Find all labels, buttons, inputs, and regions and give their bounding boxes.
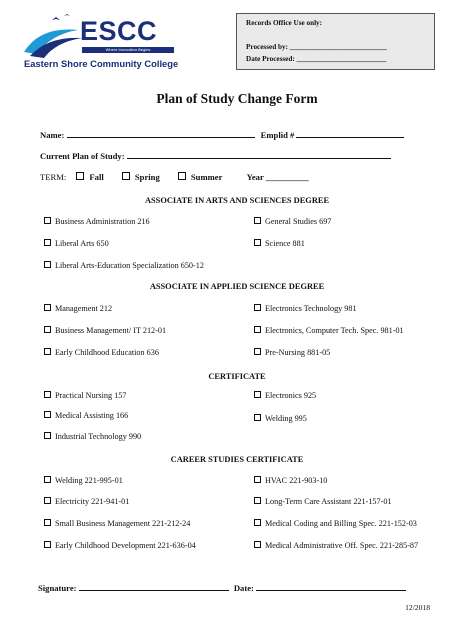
name-row xyxy=(40,129,404,140)
checkbox-icon[interactable] xyxy=(44,326,51,333)
records-heading: Records Office Use only: xyxy=(246,19,323,27)
checkbox-icon[interactable] xyxy=(254,304,261,311)
checkbox-icon[interactable] xyxy=(44,239,51,246)
logo-abbr: ESCC xyxy=(80,16,158,46)
option-liberal-arts[interactable]: Liberal Arts 650 xyxy=(44,239,109,248)
checkbox-icon[interactable] xyxy=(44,432,51,439)
term-option-fall[interactable]: Fall xyxy=(76,172,103,182)
option-medical-coding-billing[interactable]: Medical Coding and Billing Spec. 221-152-03 xyxy=(254,519,417,528)
section-heading-aasd: ASSOCIATE IN APPLIED SCIENCE DEGREE xyxy=(149,282,325,291)
escc-logo xyxy=(22,12,182,74)
option-management[interactable]: Management 212 xyxy=(44,304,112,313)
section-heading-aas: ASSOCIATE IN ARTS AND SCIENCES DEGREE xyxy=(144,196,330,205)
option-electronics-technology[interactable]: Electronics Technology 981 xyxy=(254,304,357,313)
option-welding-cs[interactable]: Welding 221-995-01 xyxy=(44,476,123,485)
option-science[interactable]: Science 881 xyxy=(254,239,305,248)
current-plan-input[interactable] xyxy=(127,150,391,159)
checkbox-icon[interactable] xyxy=(44,476,51,483)
checkbox-icon[interactable] xyxy=(254,348,261,355)
checkbox-icon[interactable] xyxy=(254,541,261,548)
checkbox-icon[interactable] xyxy=(254,217,261,224)
date-label: Date xyxy=(233,583,252,593)
logo-college-name: Eastern Shore Community College xyxy=(24,58,179,69)
logo-tagline: Where Innovation Begins xyxy=(82,47,174,53)
term-row xyxy=(40,172,309,182)
checkbox-icon[interactable] xyxy=(44,519,51,526)
processed-by-field[interactable]: Processed by: ___________________________ xyxy=(246,43,387,51)
option-electricity[interactable]: Electricity 221-941-01 xyxy=(44,497,129,506)
revision-date: 12/2018 xyxy=(405,603,430,612)
checkbox-icon[interactable] xyxy=(76,172,84,180)
signature-label: Signature xyxy=(38,583,74,593)
option-welding[interactable]: Welding 995 xyxy=(254,414,307,423)
date-processed-field[interactable]: Date Processed: _________________________ xyxy=(246,55,387,63)
option-electronics-computer-tech[interactable]: Electronics, Computer Tech. Spec. 981-01 xyxy=(254,326,404,335)
name-label: Name: xyxy=(40,130,65,140)
option-general-studies[interactable]: General Studies 697 xyxy=(254,217,331,226)
signature-row: Signature: Date: xyxy=(38,582,406,593)
year-field[interactable]: Year __________ xyxy=(246,172,309,182)
checkbox-icon[interactable] xyxy=(44,497,51,504)
option-long-term-care-assistant[interactable]: Long-Term Care Assistant 221-157-01 xyxy=(254,497,392,506)
checkbox-icon[interactable] xyxy=(254,239,261,246)
section-heading-career-studies: CAREER STUDIES CERTIFICATE xyxy=(170,455,304,464)
records-office-box xyxy=(236,13,435,70)
name-input[interactable] xyxy=(67,129,255,138)
form-title: Plan of Study Change Form xyxy=(156,91,318,106)
checkbox-icon[interactable] xyxy=(44,261,51,268)
checkbox-icon[interactable] xyxy=(254,414,261,421)
term-option-spring[interactable]: Spring xyxy=(122,172,160,182)
checkbox-icon[interactable] xyxy=(44,348,51,355)
option-liberal-arts-education[interactable]: Liberal Arts-Education Specialization 650-12 xyxy=(44,261,204,270)
section-heading-certificate: CERTIFICATE xyxy=(208,372,266,381)
checkbox-icon[interactable] xyxy=(44,217,51,224)
term-label: TERM: xyxy=(40,172,67,182)
checkbox-icon[interactable] xyxy=(254,497,261,504)
current-plan-row xyxy=(40,150,391,161)
signature-input[interactable] xyxy=(79,582,229,591)
option-medical-assisting[interactable]: Medical Assisting 166 xyxy=(44,411,128,420)
option-early-childhood-development[interactable]: Early Childhood Development 221-636-04 xyxy=(44,541,196,550)
current-plan-label: Current Plan of Study: xyxy=(40,151,125,161)
checkbox-icon[interactable] xyxy=(254,519,261,526)
option-pre-nursing[interactable]: Pre-Nursing 881-05 xyxy=(254,348,330,357)
term-option-summer[interactable]: Summer xyxy=(178,172,223,182)
option-practical-nursing[interactable]: Practical Nursing 157 xyxy=(44,391,126,400)
option-electronics[interactable]: Electronics 925 xyxy=(254,391,316,400)
option-hvac[interactable]: HVAC 221-903-10 xyxy=(254,476,327,485)
checkbox-icon[interactable] xyxy=(178,172,186,180)
option-early-childhood-education[interactable]: Early Childhood Education 636 xyxy=(44,348,159,357)
option-medical-administrative[interactable]: Medical Administrative Off. Spec. 221-285-87 xyxy=(254,541,418,550)
option-business-management-it[interactable]: Business Management/ IT 212-01 xyxy=(44,326,166,335)
checkbox-icon[interactable] xyxy=(122,172,130,180)
option-industrial-technology[interactable]: Industrial Technology 990 xyxy=(44,432,141,441)
emplid-label: Emplid # xyxy=(260,130,295,140)
checkbox-icon[interactable] xyxy=(44,411,51,418)
option-business-administration[interactable]: Business Administration 216 xyxy=(44,217,150,226)
checkbox-icon[interactable] xyxy=(254,391,261,398)
checkbox-icon[interactable] xyxy=(254,476,261,483)
checkbox-icon[interactable] xyxy=(44,304,51,311)
checkbox-icon[interactable] xyxy=(44,541,51,548)
emplid-input[interactable] xyxy=(296,129,404,138)
date-input[interactable] xyxy=(256,582,406,591)
option-small-business-management[interactable]: Small Business Management 221-212-24 xyxy=(44,519,190,528)
checkbox-icon[interactable] xyxy=(44,391,51,398)
checkbox-icon[interactable] xyxy=(254,326,261,333)
